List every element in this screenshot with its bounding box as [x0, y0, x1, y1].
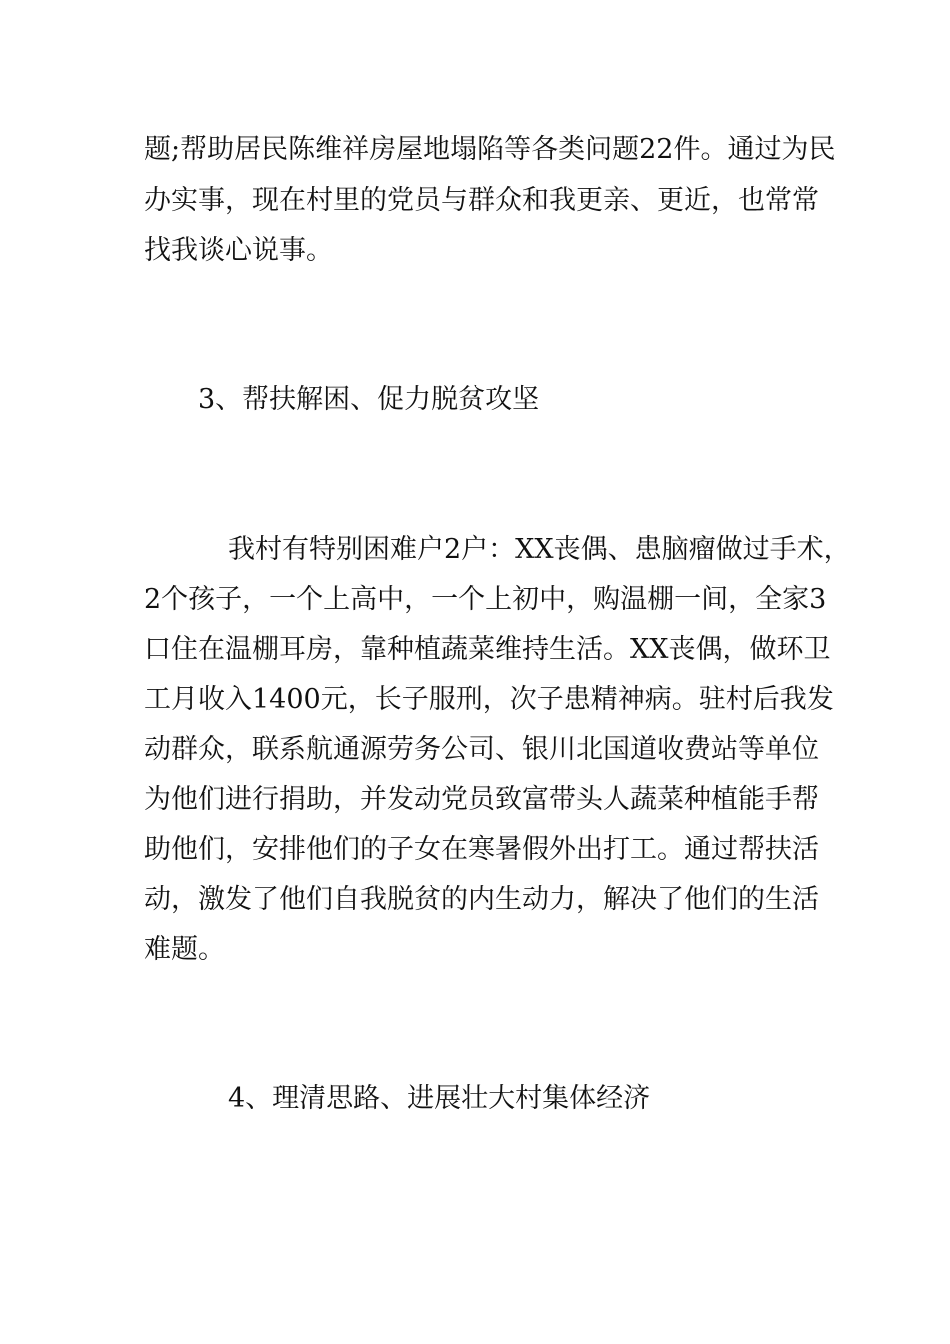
paragraph-line: 2个孩子，一个上高中，一个上初中，购温棚一间，全家3 [144, 584, 827, 615]
paragraph-line: 办实事，现在村里的党员与群众和我更亲、更近，也常常 [144, 185, 819, 216]
section-3-heading: 3、帮扶解困、促力脱贫攻坚 [198, 384, 540, 415]
paragraph-line: 题;帮助居民陈维祥房屋地塌陷等各类问题22件。通过为民 [144, 134, 836, 165]
section-4-heading: 4、理清思路、进展壮大村集体经济 [228, 1083, 651, 1114]
paragraph-line: 动，激发了他们自我脱贫的内生动力，解决了他们的生活 [144, 884, 819, 915]
paragraph-line: 为他们进行捐助，并发动党员致富带头人蔬菜种植能手帮 [144, 784, 819, 815]
paragraph-line: 找我谈心说事。 [144, 235, 333, 266]
paragraph-line: 动群众，联系航通源劳务公司、银川北国道收费站等单位 [144, 734, 819, 765]
paragraph-line: 我村有特别困难户2户：XX丧偶、患脑瘤做过手术， [228, 534, 851, 565]
paragraph-line: 难题。 [144, 934, 225, 965]
paragraph-line: 口住在温棚耳房，靠种植蔬菜维持生活。XX丧偶，做环卫 [144, 634, 831, 665]
paragraph-line: 助他们，安排他们的子女在寒暑假外出打工。通过帮扶活 [144, 834, 819, 865]
paragraph-line: 工月收入1400元，长子服刑，次子患精神病。驻村后我发 [144, 684, 834, 715]
